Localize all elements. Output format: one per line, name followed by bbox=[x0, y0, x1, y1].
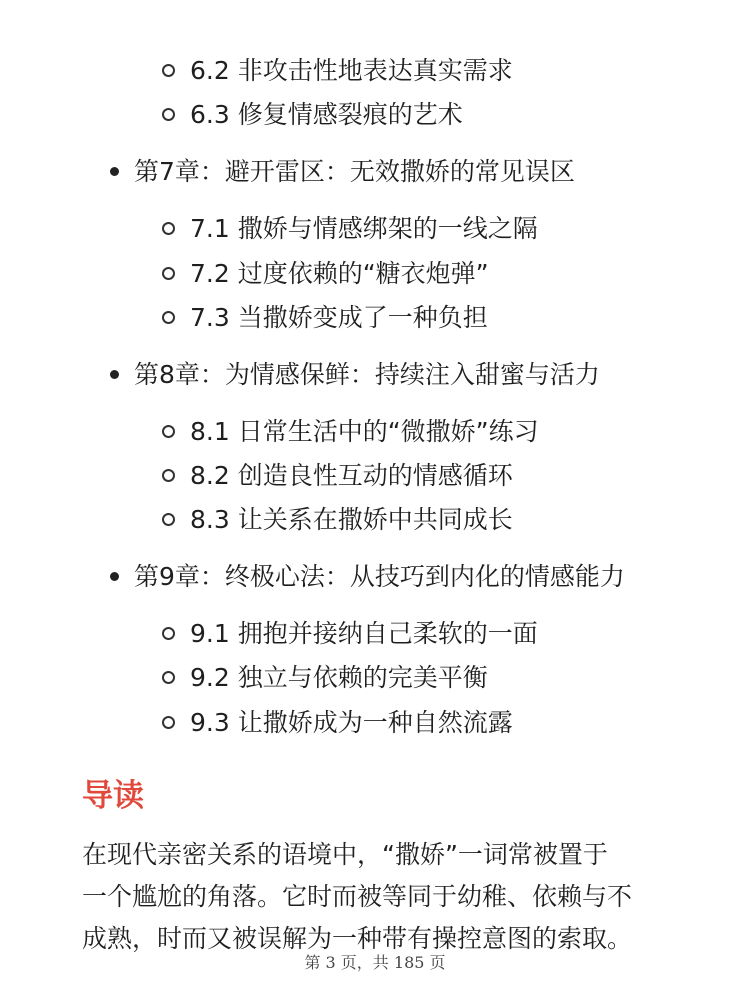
toc-subsection-6-2 bbox=[162, 56, 513, 86]
toc-label: 8.3 让关系在撒娇中共同成长 bbox=[190, 505, 513, 534]
toc-label: 8.1 日常生活中的“微撒娇”练习 bbox=[190, 417, 539, 446]
hollow-bullet-icon bbox=[162, 469, 175, 482]
toc-chapter-8 bbox=[110, 360, 600, 390]
toc-chapter-9 bbox=[110, 562, 625, 592]
toc-subsection-6-3 bbox=[162, 100, 463, 130]
filled-bullet-icon bbox=[110, 370, 119, 379]
hollow-bullet-icon bbox=[162, 222, 175, 235]
hollow-bullet-icon bbox=[162, 425, 175, 438]
toc-label: 7.2 过度依赖的“糖衣炮弹” bbox=[190, 259, 489, 288]
toc-label: 第9章：终极心法：从技巧到内化的情感能力 bbox=[134, 562, 625, 591]
section-heading: 导读 bbox=[82, 778, 144, 814]
toc-subsection-7-1 bbox=[162, 214, 538, 244]
toc-label: 6.2 非攻击性地表达真实需求 bbox=[190, 56, 513, 85]
toc-label: 第8章：为情感保鲜：持续注入甜蜜与活力 bbox=[134, 360, 600, 389]
filled-bullet-icon bbox=[110, 167, 119, 176]
toc-label: 9.3 让撒娇成为一种自然流露 bbox=[190, 708, 513, 737]
hollow-bullet-icon bbox=[162, 64, 175, 77]
paragraph-line: 在现代亲密关系的语境中，“撒娇”一词常被置于 bbox=[82, 840, 608, 869]
toc-label: 9.2 独立与依赖的完美平衡 bbox=[190, 663, 488, 692]
toc-label: 7.3 当撒娇变成了一种负担 bbox=[190, 303, 488, 332]
toc-chapter-7 bbox=[110, 157, 575, 187]
toc-label: 7.1 撒娇与情感绑架的一线之隔 bbox=[190, 214, 538, 243]
hollow-bullet-icon bbox=[162, 311, 175, 324]
toc-subsection-8-3 bbox=[162, 505, 513, 535]
hollow-bullet-icon bbox=[162, 716, 175, 729]
toc-label: 6.3 修复情感裂痕的艺术 bbox=[190, 100, 463, 129]
body-paragraph bbox=[82, 834, 672, 960]
hollow-bullet-icon bbox=[162, 671, 175, 684]
toc-subsection-7-2 bbox=[162, 259, 489, 289]
paragraph-line: 成熟，时而又被误解为一种带有操控意图的索取。 bbox=[82, 924, 633, 953]
toc-subsection-7-3 bbox=[162, 303, 488, 333]
toc-subsection-8-2 bbox=[162, 461, 513, 491]
hollow-bullet-icon bbox=[162, 267, 175, 280]
paragraph-line: 一个尴尬的角落。它时而被等同于幼稚、依赖与不 bbox=[82, 882, 633, 911]
toc-subsection-8-1 bbox=[162, 417, 539, 447]
filled-bullet-icon bbox=[110, 572, 119, 581]
toc-label: 第7章：避开雷区：无效撒娇的常见误区 bbox=[134, 157, 575, 186]
toc-subsection-9-2 bbox=[162, 663, 488, 693]
toc-label: 8.2 创造良性互动的情感循环 bbox=[190, 461, 513, 490]
toc-subsection-9-3 bbox=[162, 708, 513, 738]
hollow-bullet-icon bbox=[162, 513, 175, 526]
toc-label: 9.1 拥抱并接纳自己柔软的一面 bbox=[190, 619, 538, 648]
page-number-footer: 第 3 页，共 185 页 bbox=[304, 953, 446, 972]
hollow-bullet-icon bbox=[162, 108, 175, 121]
toc-subsection-9-1 bbox=[162, 619, 538, 649]
hollow-bullet-icon bbox=[162, 627, 175, 640]
